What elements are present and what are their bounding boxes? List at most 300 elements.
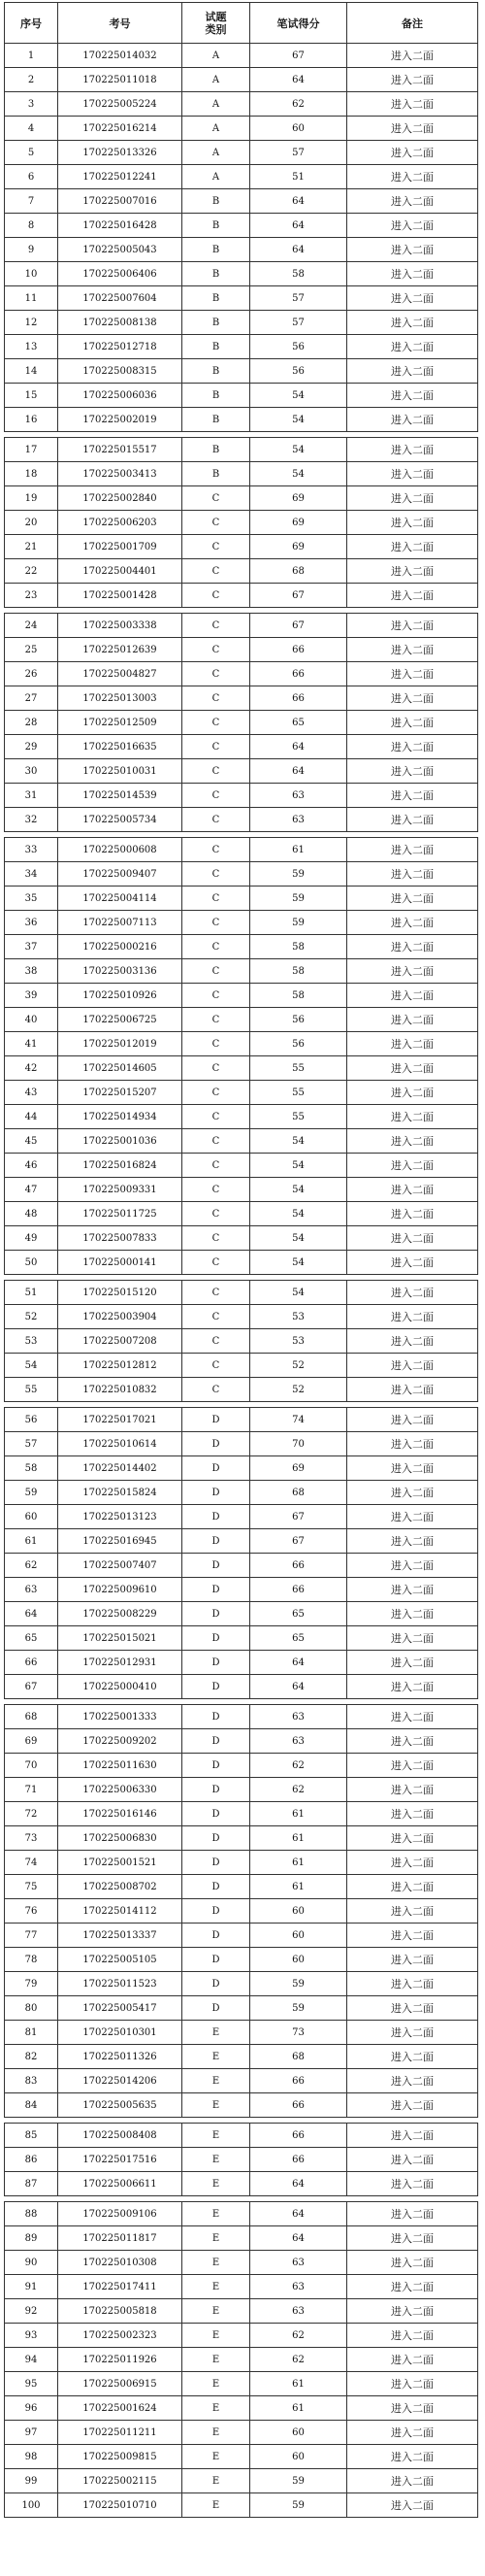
cell-score: 73	[250, 2021, 347, 2045]
table-row	[5, 1754, 478, 1778]
cell-score: 61	[250, 1851, 347, 1875]
header-seq: 序号	[5, 3, 58, 44]
cell-score: 53	[250, 1305, 347, 1329]
cell-exam-no: 170225014112	[58, 1899, 182, 1924]
cell-question-type: C	[182, 735, 250, 759]
cell-seq: 40	[5, 1008, 58, 1032]
cell-exam-no: 170225011926	[58, 2348, 182, 2372]
cell-question-type: C	[182, 1154, 250, 1178]
cell-seq: 19	[5, 486, 58, 511]
cell-question-type: E	[182, 2202, 250, 2226]
cell-score: 63	[250, 2275, 347, 2299]
cell-seq: 72	[5, 1802, 58, 1826]
cell-score: 66	[250, 1578, 347, 1602]
cell-exam-no: 170225014605	[58, 1056, 182, 1081]
cell-seq: 60	[5, 1505, 58, 1529]
table-row	[5, 1305, 478, 1329]
header-row	[5, 3, 478, 44]
cell-question-type: E	[182, 2045, 250, 2069]
cell-question-type: D	[182, 1705, 250, 1729]
cell-score: 66	[250, 1554, 347, 1578]
cell-remark: 进入二面	[347, 2172, 478, 2196]
cell-exam-no: 170225016945	[58, 1529, 182, 1554]
cell-question-type: C	[182, 535, 250, 559]
cell-exam-no: 170225007407	[58, 1554, 182, 1578]
cell-score: 66	[250, 2069, 347, 2093]
cell-exam-no: 170225009202	[58, 1729, 182, 1754]
table-row	[5, 559, 478, 584]
cell-remark: 进入二面	[347, 214, 478, 238]
cell-seq: 98	[5, 2445, 58, 2469]
cell-seq: 31	[5, 784, 58, 808]
cell-exam-no: 170225012241	[58, 165, 182, 189]
cell-score: 66	[250, 662, 347, 686]
cell-question-type: C	[182, 862, 250, 887]
table-row	[5, 1129, 478, 1154]
cell-remark: 进入二面	[347, 1008, 478, 1032]
table-row	[5, 1081, 478, 1105]
cell-seq: 75	[5, 1875, 58, 1899]
cell-exam-no: 170225016214	[58, 117, 182, 141]
cell-remark: 进入二面	[347, 1105, 478, 1129]
cell-exam-no: 170225009815	[58, 2445, 182, 2469]
cell-score: 59	[250, 1972, 347, 1996]
table-row	[5, 584, 478, 608]
cell-score: 55	[250, 1056, 347, 1081]
cell-score: 61	[250, 1802, 347, 1826]
cell-score: 63	[250, 808, 347, 832]
cell-remark: 进入二面	[347, 535, 478, 559]
cell-seq: 69	[5, 1729, 58, 1754]
cell-remark: 进入二面	[347, 262, 478, 286]
cell-seq: 11	[5, 286, 58, 311]
cell-seq: 42	[5, 1056, 58, 1081]
table-row	[5, 1378, 478, 1402]
cell-score: 54	[250, 1202, 347, 1226]
cell-question-type: A	[182, 117, 250, 141]
cell-score: 54	[250, 438, 347, 462]
cell-seq: 84	[5, 2093, 58, 2118]
cell-remark: 进入二面	[347, 2124, 478, 2148]
cell-score: 69	[250, 511, 347, 535]
cell-seq: 55	[5, 1378, 58, 1402]
cell-exam-no: 170225009407	[58, 862, 182, 887]
cell-score: 64	[250, 68, 347, 92]
cell-score: 61	[250, 1875, 347, 1899]
table-row	[5, 1105, 478, 1129]
cell-exam-no: 170225008408	[58, 2124, 182, 2148]
cell-question-type: B	[182, 311, 250, 335]
cell-question-type: A	[182, 92, 250, 117]
cell-seq: 73	[5, 1826, 58, 1851]
cell-exam-no: 170225007833	[58, 1226, 182, 1251]
cell-score: 63	[250, 1729, 347, 1754]
cell-seq: 79	[5, 1972, 58, 1996]
cell-score: 60	[250, 117, 347, 141]
cell-exam-no: 170225006915	[58, 2372, 182, 2396]
table-row	[5, 1505, 478, 1529]
cell-exam-no: 170225003136	[58, 959, 182, 984]
cell-exam-no: 170225001624	[58, 2396, 182, 2421]
cell-seq: 47	[5, 1178, 58, 1202]
cell-score: 61	[250, 838, 347, 862]
table-row	[5, 735, 478, 759]
table-row	[5, 511, 478, 535]
cell-remark: 进入二面	[347, 2396, 478, 2421]
cell-remark: 进入二面	[347, 1924, 478, 1948]
cell-remark: 进入二面	[347, 2348, 478, 2372]
cell-question-type: C	[182, 1226, 250, 1251]
cell-exam-no: 170225014032	[58, 44, 182, 68]
cell-exam-no: 170225005818	[58, 2299, 182, 2324]
cell-exam-no: 170225015021	[58, 1626, 182, 1651]
cell-score: 57	[250, 311, 347, 335]
cell-question-type: E	[182, 2469, 250, 2493]
cell-question-type: C	[182, 784, 250, 808]
cell-score: 67	[250, 44, 347, 68]
table-row	[5, 638, 478, 662]
cell-question-type: E	[182, 2172, 250, 2196]
table-row	[5, 2275, 478, 2299]
cell-seq: 91	[5, 2275, 58, 2299]
cell-question-type: C	[182, 1056, 250, 1081]
cell-exam-no: 170225012718	[58, 335, 182, 359]
cell-exam-no: 170225006725	[58, 1008, 182, 1032]
cell-remark: 进入二面	[347, 1651, 478, 1675]
table-row	[5, 911, 478, 935]
cell-remark: 进入二面	[347, 2275, 478, 2299]
cell-seq: 7	[5, 189, 58, 214]
cell-exam-no: 170225005635	[58, 2093, 182, 2118]
cell-score: 56	[250, 359, 347, 384]
header-remark: 备注	[347, 3, 478, 44]
table-row	[5, 462, 478, 486]
cell-seq: 25	[5, 638, 58, 662]
table-row	[5, 1178, 478, 1202]
cell-question-type: C	[182, 1032, 250, 1056]
cell-exam-no: 170225006330	[58, 1778, 182, 1802]
table-row	[5, 984, 478, 1008]
cell-question-type: C	[182, 511, 250, 535]
cell-score: 70	[250, 1432, 347, 1456]
cell-seq: 50	[5, 1251, 58, 1275]
cell-remark: 进入二面	[347, 911, 478, 935]
cell-question-type: C	[182, 1178, 250, 1202]
cell-score: 54	[250, 384, 347, 408]
table-row	[5, 1602, 478, 1626]
cell-exam-no: 170225010832	[58, 1378, 182, 1402]
table-row	[5, 1851, 478, 1875]
table-row	[5, 1651, 478, 1675]
cell-remark: 进入二面	[347, 335, 478, 359]
cell-seq: 99	[5, 2469, 58, 2493]
cell-remark: 进入二面	[347, 959, 478, 984]
cell-seq: 64	[5, 1602, 58, 1626]
cell-question-type: B	[182, 384, 250, 408]
cell-score: 63	[250, 1705, 347, 1729]
cell-question-type: D	[182, 1554, 250, 1578]
cell-seq: 1	[5, 44, 58, 68]
cell-seq: 27	[5, 686, 58, 711]
cell-seq: 88	[5, 2202, 58, 2226]
cell-question-type: D	[182, 1729, 250, 1754]
cell-remark: 进入二面	[347, 2493, 478, 2518]
cell-remark: 进入二面	[347, 2226, 478, 2251]
cell-remark: 进入二面	[347, 1378, 478, 1402]
cell-question-type: B	[182, 335, 250, 359]
cell-remark: 进入二面	[347, 1202, 478, 1226]
cell-seq: 74	[5, 1851, 58, 1875]
cell-exam-no: 170225017411	[58, 2275, 182, 2299]
table-row	[5, 935, 478, 959]
cell-remark: 进入二面	[347, 438, 478, 462]
cell-question-type: C	[182, 711, 250, 735]
table-row	[5, 959, 478, 984]
cell-score: 60	[250, 1924, 347, 1948]
cell-score: 59	[250, 862, 347, 887]
table-row	[5, 359, 478, 384]
cell-seq: 51	[5, 1281, 58, 1305]
table-row	[5, 1578, 478, 1602]
cell-exam-no: 170225004401	[58, 559, 182, 584]
cell-question-type: C	[182, 808, 250, 832]
cell-exam-no: 170225011326	[58, 2045, 182, 2069]
cell-score: 67	[250, 584, 347, 608]
cell-score: 59	[250, 1996, 347, 2021]
table-row	[5, 1729, 478, 1754]
cell-remark: 进入二面	[347, 2093, 478, 2118]
cell-remark: 进入二面	[347, 2445, 478, 2469]
cell-score: 69	[250, 1456, 347, 1481]
table-row	[5, 711, 478, 735]
cell-exam-no: 170225006611	[58, 2172, 182, 2196]
cell-question-type: C	[182, 1378, 250, 1402]
header-question-type-line2: 类别	[205, 22, 227, 36]
cell-exam-no: 170225008138	[58, 311, 182, 335]
cell-exam-no: 170225013003	[58, 686, 182, 711]
table-row	[5, 838, 478, 862]
cell-exam-no: 170225003338	[58, 614, 182, 638]
cell-remark: 进入二面	[347, 614, 478, 638]
cell-remark: 进入二面	[347, 1851, 478, 1875]
cell-exam-no: 170225005043	[58, 238, 182, 262]
cell-seq: 21	[5, 535, 58, 559]
cell-remark: 进入二面	[347, 1626, 478, 1651]
cell-remark: 进入二面	[347, 165, 478, 189]
cell-remark: 进入二面	[347, 808, 478, 832]
cell-question-type: D	[182, 1802, 250, 1826]
cell-score: 59	[250, 911, 347, 935]
cell-exam-no: 170225012812	[58, 1354, 182, 1378]
cell-question-type: C	[182, 984, 250, 1008]
cell-score: 66	[250, 2124, 347, 2148]
cell-score: 67	[250, 1529, 347, 1554]
cell-score: 63	[250, 2299, 347, 2324]
cell-exam-no: 170225002115	[58, 2469, 182, 2493]
cell-exam-no: 170225009610	[58, 1578, 182, 1602]
cell-question-type: C	[182, 1354, 250, 1378]
table-row	[5, 1996, 478, 2021]
cell-seq: 45	[5, 1129, 58, 1154]
cell-remark: 进入二面	[347, 1826, 478, 1851]
cell-score: 62	[250, 1778, 347, 1802]
cell-exam-no: 170225015824	[58, 1481, 182, 1505]
cell-exam-no: 170225004114	[58, 887, 182, 911]
cell-score: 74	[250, 1408, 347, 1432]
cell-question-type: C	[182, 638, 250, 662]
cell-seq: 46	[5, 1154, 58, 1178]
cell-question-type: A	[182, 44, 250, 68]
cell-seq: 80	[5, 1996, 58, 2021]
cell-question-type: D	[182, 1578, 250, 1602]
cell-seq: 15	[5, 384, 58, 408]
table-row	[5, 2372, 478, 2396]
cell-score: 64	[250, 2172, 347, 2196]
cell-remark: 进入二面	[347, 1602, 478, 1626]
cell-score: 54	[250, 1178, 347, 1202]
table-row	[5, 68, 478, 92]
table-row	[5, 117, 478, 141]
cell-remark: 进入二面	[347, 1578, 478, 1602]
cell-question-type: C	[182, 559, 250, 584]
table-row	[5, 1675, 478, 1699]
cell-remark: 进入二面	[347, 2421, 478, 2445]
cell-seq: 68	[5, 1705, 58, 1729]
table-row	[5, 2324, 478, 2348]
cell-score: 68	[250, 2045, 347, 2069]
cell-exam-no: 170225011817	[58, 2226, 182, 2251]
cell-score: 62	[250, 1754, 347, 1778]
cell-exam-no: 170225000141	[58, 1251, 182, 1275]
cell-score: 51	[250, 165, 347, 189]
cell-seq: 34	[5, 862, 58, 887]
cell-score: 64	[250, 2226, 347, 2251]
cell-score: 69	[250, 535, 347, 559]
cell-seq: 8	[5, 214, 58, 238]
cell-question-type: C	[182, 838, 250, 862]
table-row	[5, 2251, 478, 2275]
cell-seq: 52	[5, 1305, 58, 1329]
cell-score: 60	[250, 2445, 347, 2469]
cell-question-type: D	[182, 1456, 250, 1481]
table-row	[5, 44, 478, 68]
table-row	[5, 1056, 478, 1081]
cell-score: 55	[250, 1105, 347, 1129]
cell-score: 62	[250, 2324, 347, 2348]
cell-score: 62	[250, 92, 347, 117]
table-row	[5, 286, 478, 311]
cell-exam-no: 170225003413	[58, 462, 182, 486]
table-row	[5, 92, 478, 117]
table-row	[5, 1705, 478, 1729]
cell-remark: 进入二面	[347, 1032, 478, 1056]
cell-question-type: A	[182, 141, 250, 165]
cell-seq: 5	[5, 141, 58, 165]
cell-exam-no: 170225017021	[58, 1408, 182, 1432]
cell-question-type: B	[182, 359, 250, 384]
table-row	[5, 535, 478, 559]
cell-remark: 进入二面	[347, 2324, 478, 2348]
cell-exam-no: 170225010031	[58, 759, 182, 784]
cell-seq: 70	[5, 1754, 58, 1778]
cell-remark: 进入二面	[347, 662, 478, 686]
cell-seq: 4	[5, 117, 58, 141]
cell-seq: 62	[5, 1554, 58, 1578]
cell-score: 66	[250, 2093, 347, 2118]
cell-exam-no: 170225016824	[58, 1154, 182, 1178]
cell-seq: 81	[5, 2021, 58, 2045]
cell-exam-no: 170225005734	[58, 808, 182, 832]
cell-remark: 进入二面	[347, 559, 478, 584]
cell-score: 61	[250, 1826, 347, 1851]
cell-question-type: B	[182, 438, 250, 462]
cell-remark: 进入二面	[347, 984, 478, 1008]
cell-score: 58	[250, 262, 347, 286]
cell-exam-no: 170225016146	[58, 1802, 182, 1826]
cell-score: 64	[250, 759, 347, 784]
cell-remark: 进入二面	[347, 189, 478, 214]
cell-seq: 29	[5, 735, 58, 759]
cell-remark: 进入二面	[347, 935, 478, 959]
cell-remark: 进入二面	[347, 311, 478, 335]
table-row	[5, 2469, 478, 2493]
table-row	[5, 1202, 478, 1226]
cell-remark: 进入二面	[347, 1081, 478, 1105]
table-row	[5, 1778, 478, 1802]
cell-seq: 28	[5, 711, 58, 735]
score-table	[4, 2, 478, 2518]
cell-remark: 进入二面	[347, 1154, 478, 1178]
cell-seq: 93	[5, 2324, 58, 2348]
table-row	[5, 2348, 478, 2372]
cell-seq: 83	[5, 2069, 58, 2093]
cell-remark: 进入二面	[347, 1408, 478, 1432]
table-row	[5, 2148, 478, 2172]
table-row	[5, 1008, 478, 1032]
cell-seq: 2	[5, 68, 58, 92]
cell-score: 56	[250, 335, 347, 359]
cell-seq: 43	[5, 1081, 58, 1105]
cell-exam-no: 170225011211	[58, 2421, 182, 2445]
cell-remark: 进入二面	[347, 638, 478, 662]
cell-seq: 17	[5, 438, 58, 462]
cell-question-type: E	[182, 2324, 250, 2348]
cell-remark: 进入二面	[347, 2021, 478, 2045]
cell-question-type: D	[182, 1651, 250, 1675]
cell-score: 59	[250, 2493, 347, 2518]
cell-remark: 进入二面	[347, 1554, 478, 1578]
cell-exam-no: 170225009106	[58, 2202, 182, 2226]
cell-seq: 85	[5, 2124, 58, 2148]
table-row	[5, 1481, 478, 1505]
table-row	[5, 165, 478, 189]
cell-exam-no: 170225007208	[58, 1329, 182, 1354]
cell-seq: 30	[5, 759, 58, 784]
cell-seq: 20	[5, 511, 58, 535]
cell-score: 56	[250, 1032, 347, 1056]
cell-remark: 进入二面	[347, 1972, 478, 1996]
cell-score: 65	[250, 1626, 347, 1651]
cell-seq: 35	[5, 887, 58, 911]
cell-seq: 16	[5, 408, 58, 432]
table-row	[5, 335, 478, 359]
cell-remark: 进入二面	[347, 1354, 478, 1378]
cell-remark: 进入二面	[347, 1056, 478, 1081]
cell-remark: 进入二面	[347, 735, 478, 759]
table-row	[5, 862, 478, 887]
table-row	[5, 2069, 478, 2093]
cell-seq: 49	[5, 1226, 58, 1251]
